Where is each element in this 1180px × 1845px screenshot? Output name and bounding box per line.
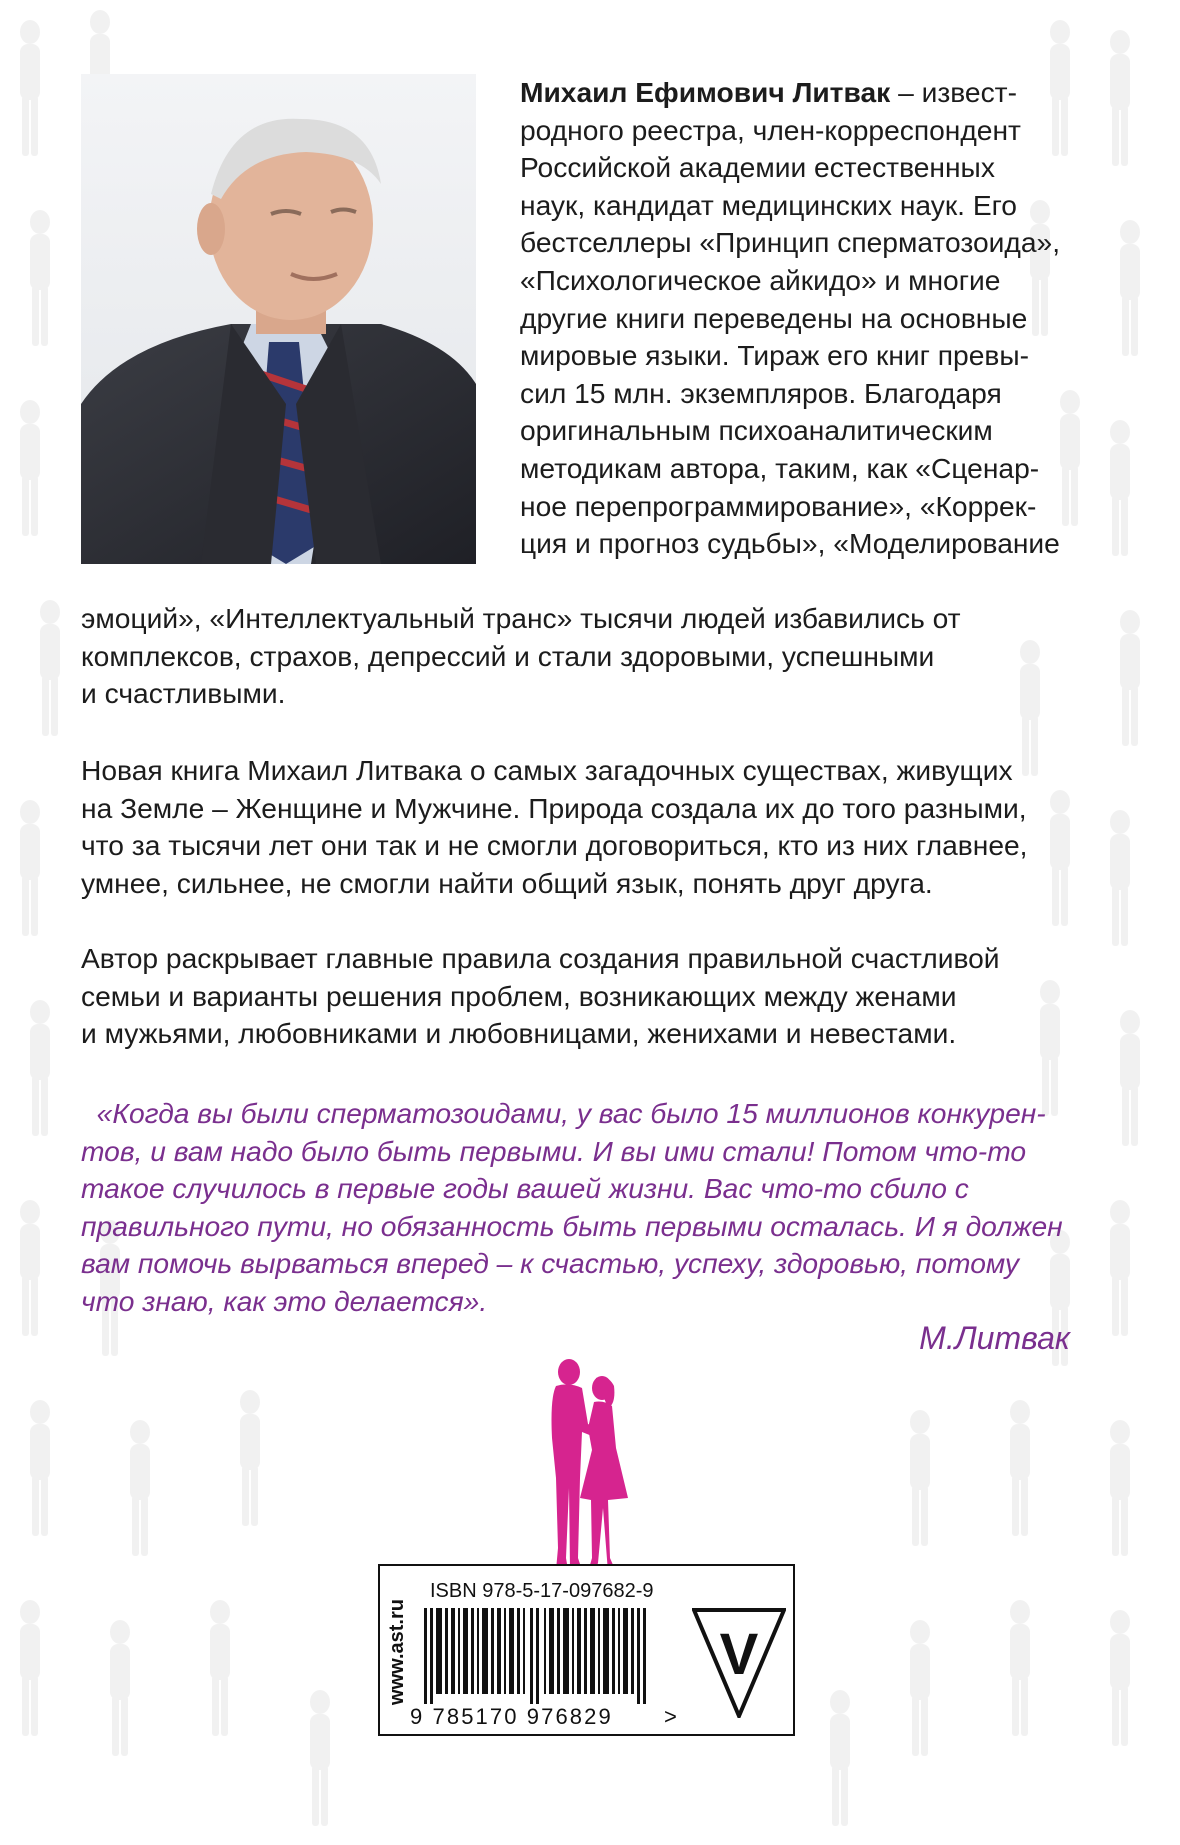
quote-line: правильного пути, но обязанность быть первыми осталась. И я должен [81,1209,1063,1242]
quote-line: «Когда вы были сперматозоидами, у вас было 15 миллионов конкурен- [81,1097,1046,1129]
barcode-digits: 9 785170 976829 [410,1704,613,1729]
bio-line: ное перепрограммирование», «Коррек- [520,489,1037,522]
author-photo [81,74,476,564]
description-line: что за тысячи лет они так и не смогли договориться, кто из них главнее, [81,829,1028,862]
bio-line: другие книги переведены на основные [520,301,1028,334]
description-line: умнее, сильнее, не смогли найти общий язык, понять друг друга. [81,866,933,899]
quote-line: тов, и вам надо было быть первыми. И вы ими стали! Потом что-то [81,1134,1027,1167]
quote-signature: М.Литвак [919,1320,1070,1356]
bio-line: бестселлеры «Принцип сперматозоида», [520,226,1061,259]
bio-line: эмоций», «Интеллектуальный транс» тысячи людей избавились от [81,602,961,634]
author-bio [520,74,1060,563]
bio-line: мировые языки. Тираж его книг превы- [520,339,1030,372]
barcode-bars [424,1608,664,1704]
quote-line: что знаю, как это делается». [81,1284,488,1317]
publisher-logo-icon [692,1606,786,1718]
bio-line: родного реестра, член-корреспондент [520,113,1021,146]
bio-line: методикам автора, таким, как «Сценар- [520,451,1040,484]
author-quote [81,1095,1063,1321]
book-summary [81,940,1000,1053]
barcode-panel [378,1564,795,1736]
book-description [81,752,1028,902]
publisher-logo-letter: V [719,1622,759,1687]
bio-line: Российской академии естественных [520,151,995,184]
bio-line: ция и прогноз судьбы», «Моделирование [520,527,1060,560]
couple-silhouette-icon [536,1358,636,1576]
publisher-website: www.ast.ru [386,1599,408,1705]
quote-line: такое случилось в первые годы вашей жизни. Вас что-то сбило с [81,1172,969,1205]
author-name: Михаил Ефимович Литвак [520,76,891,108]
bio-line: и счастливыми. [81,677,286,710]
summary-line: и мужьями, любовниками и любовницами, женихами и невестами. [81,1017,957,1050]
description-line: на Земле – Женщине и Мужчине. Природа создала их до того разными, [81,791,1027,824]
summary-line: Автор раскрывает главные правила создания правильной счастливой [81,942,1000,974]
description-line: Новая книга Михаил Литвака о самых загадочных существах, живущих [81,754,1013,786]
bio-line: комплексов, страхов, депрессий и стали здоровыми, успешными [81,639,935,672]
bio-line: наук, кандидат медицинских наук. Его [520,188,1017,221]
author-bio-continued [81,600,961,713]
bio-first-line [520,74,1060,112]
bio-first-line-rest: – извест- [890,76,1017,108]
bio-line: «Психологическое айкидо» и многие [520,263,1001,296]
isbn-label: ISBN 978-5-17-097682-9 [430,1580,654,1602]
summary-line: семьи и варианты решения проблем, возникающих между женами [81,979,957,1012]
quote-line: вам помочь вырваться вперед – к счастью, успеху, здоровью, потому [81,1247,1019,1280]
bio-line: сил 15 млн. экземпляров. Благодаря [520,376,1002,409]
bio-line: оригинальным психоаналитическим [520,414,993,447]
barcode-end-mark: > [664,1704,677,1729]
